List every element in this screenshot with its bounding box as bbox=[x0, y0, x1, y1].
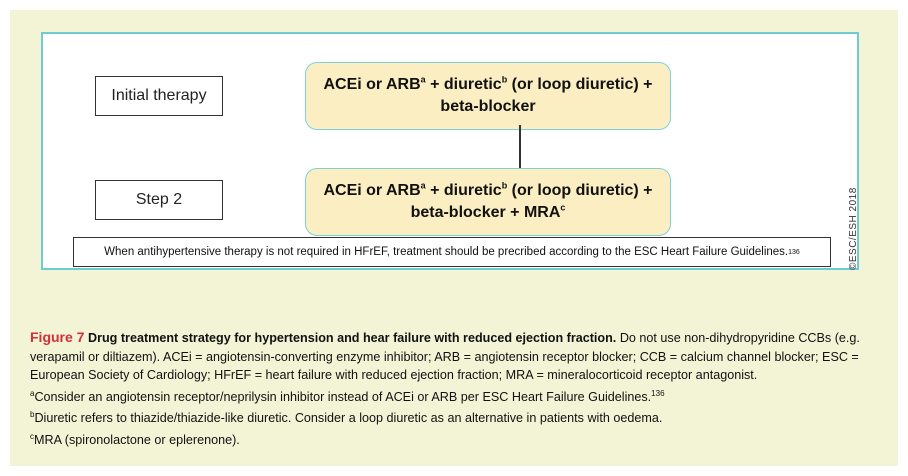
step-text: ACEi or ARB bbox=[323, 182, 421, 199]
figure-title: Drug treatment strategy for hypertension and hear failure with reduced ejection fraction. bbox=[87, 331, 617, 345]
step-text: + diuretic bbox=[425, 76, 502, 93]
step-text: (or loop diuretic) + bbox=[507, 182, 653, 199]
step-text: ACEi or ARB bbox=[323, 76, 421, 93]
caption-main bbox=[30, 328, 890, 385]
step-2-box bbox=[305, 168, 671, 236]
footnote-mark: a bbox=[420, 74, 426, 85]
step-line bbox=[411, 202, 566, 224]
step-text: beta-blocker bbox=[440, 98, 536, 115]
hfref-note bbox=[73, 237, 831, 267]
caption-body: Do not use non-dihydropyridine CCBs (e.g. verapamil or diltiazem). ACEi = angiotensin-converting enzyme inhibitor; ARB = angiotensin receptor blocker; CCB = calcium channel blocker; ESC = European Society of Cardiology; HFrEF = heart failure with reduced ejection fraction; MRA = mineralocorticoid receptor antagonist. bbox=[30, 331, 860, 382]
figure-caption bbox=[30, 328, 890, 450]
footnote-text: Diuretic refers to thiazide/thiazide-like diuretic. Consider a loop diuretic as an alternative in patients with oedema. bbox=[34, 411, 663, 426]
row-label: Step 2 bbox=[135, 191, 183, 208]
step-line bbox=[440, 96, 535, 118]
note-text: When antihypertensive therapy is not required in HFrEF, treatment should be precribed according to the ESC Heart Failure Guidelines. bbox=[104, 246, 789, 258]
footnote-mark: c bbox=[560, 202, 566, 213]
footnote-mark: a bbox=[30, 388, 35, 398]
reference-mark: 136 bbox=[651, 388, 665, 398]
initial-therapy-box bbox=[305, 62, 671, 130]
footnote-b bbox=[30, 406, 890, 428]
flow-arrow bbox=[519, 125, 521, 171]
reference-mark: 136 bbox=[788, 248, 800, 256]
row-label: Initial therapy bbox=[111, 87, 207, 104]
footnote-mark: a bbox=[420, 180, 426, 191]
footnote-mark: c bbox=[30, 431, 34, 441]
footnote-mark: b bbox=[501, 74, 508, 85]
step-line bbox=[323, 74, 652, 96]
step-text: + diuretic bbox=[425, 182, 502, 199]
copyright-label: ©ESC/ESH 2018 bbox=[848, 187, 859, 270]
footnote-text: MRA (spironolactone or eplerenone). bbox=[34, 433, 240, 448]
step-text: (or loop diuretic) + bbox=[507, 76, 653, 93]
footnote-text: Consider an angiotensin receptor/neprilysin inhibitor instead of ACEi or ARB per ESC Heart Failure Guidelines. bbox=[34, 389, 652, 404]
initial-therapy-label bbox=[95, 76, 223, 116]
figure-number: Figure 7 bbox=[30, 329, 85, 345]
step-text: beta-blocker + MRA bbox=[410, 204, 561, 221]
footnote-c bbox=[30, 428, 890, 450]
footnote-mark: b bbox=[30, 410, 35, 420]
footnote-a bbox=[30, 385, 890, 407]
step-line bbox=[323, 180, 652, 202]
footnote-mark: b bbox=[501, 180, 508, 191]
figure-panel bbox=[10, 10, 898, 466]
flow-diagram bbox=[41, 32, 859, 270]
step-2-label bbox=[95, 180, 223, 220]
